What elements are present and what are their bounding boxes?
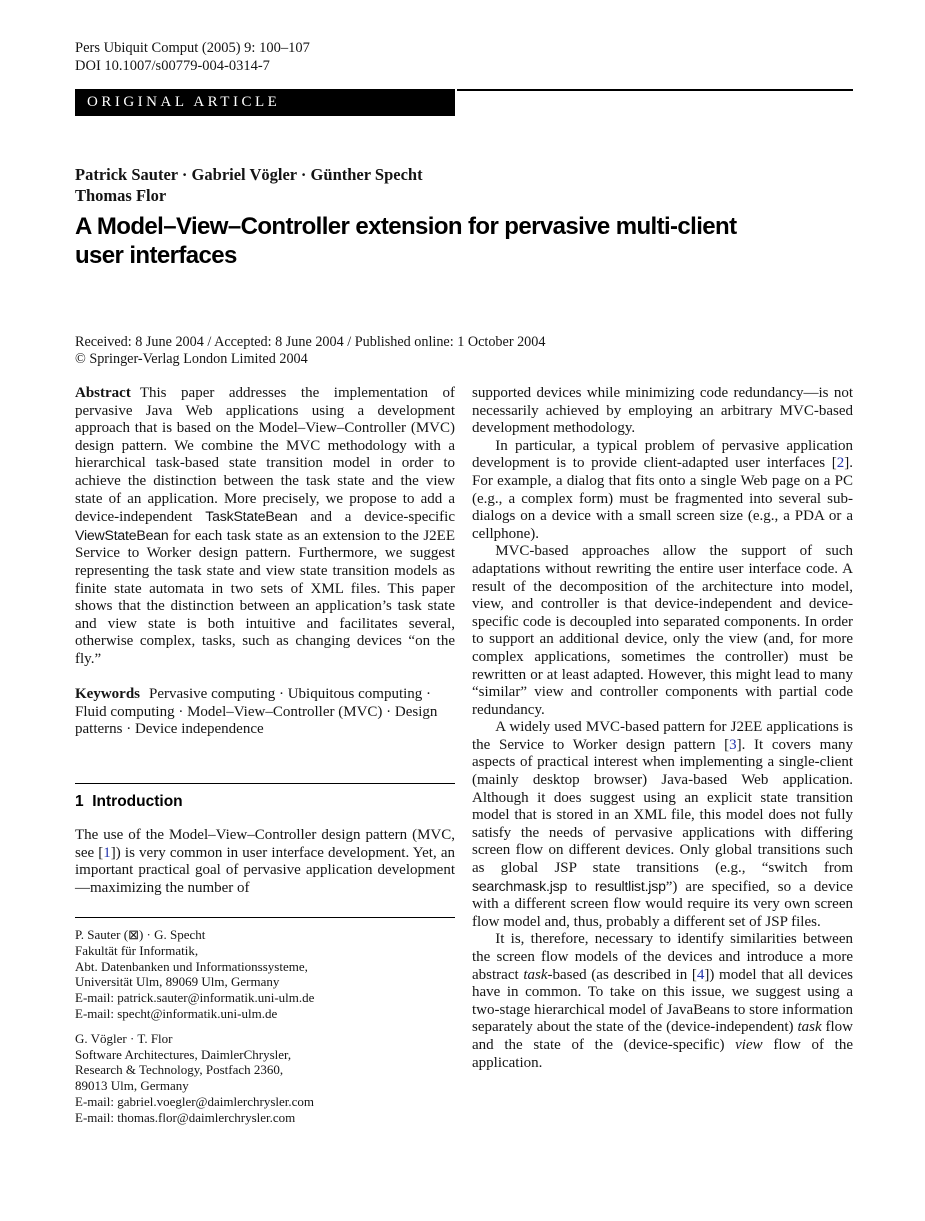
text-run: MVC-based approaches allow the support of such adaptations without rewriting the entire user interface code. A result of the decomposition of the architecture into model, view, and controller is that device-independent and device-specific code is decoupled into separated components. In order to support an additional device, only the view (and, for more complex applications, sometimes the controller) must be rewritten or at least adapted. However, this might lead to many “similar” view and controller components with partial code redundancy. xyxy=(472,543,853,718)
emphasis-text: task xyxy=(797,1019,822,1036)
body-paragraph-1 xyxy=(472,385,853,438)
text-run: Pervasive computing · Ubiquitous computing · Fluid computing · Model–View–Controller (MVC) · Design patterns · Device independence xyxy=(75,686,438,738)
text-run: ]. It covers many aspects of practical interest when implementing a single-client (mainly desktop browser) Java-based Web application. Although it does suggest using an explicit state transition model that is stored in an XML file, this model does not fully satisfy the needs of pervasive applications with differing screen flow on different devices. Only global transitions such as global JSP state transitions (e.g., “switch from xyxy=(472,736,853,877)
body-paragraph-3 xyxy=(472,543,853,719)
received-accepted-line: Received: 8 June 2004 / Accepted: 8 June 2004 / Published online: 1 October 2004 xyxy=(75,334,546,350)
journal-header xyxy=(75,40,310,75)
text-run: for each task state as an extension to the J2EE Service to Worker design pattern. Furthermore, we suggest representing the task state and view state transition models as finite state automata in two sets of XML files. This paper shows that the distinction between an application’s task state and view state is both intuitive and facilitates several, otherwise complex, tasks, such as changing devices “on the fly.” xyxy=(75,527,455,667)
text-run: flow of the application. xyxy=(472,1036,853,1071)
paragraph-label: Keywords xyxy=(75,686,140,702)
inline-code: TaskStateBean xyxy=(205,508,298,525)
footnote-block xyxy=(75,917,455,1126)
text-run: It is, therefore, necessary to identify similarities between the screen flow models of the devices and introduce a more abstract xyxy=(472,931,853,983)
text-run: and a device-specific xyxy=(297,509,455,526)
text-run: ]. For example, a dialog that fits onto a single Web page on a PC (e.g., a complex form) must be fragmented into several sub-dialogs on a device with a small screen size (e.g., a PDA or a cellphone). xyxy=(472,455,853,542)
emphasis-text: task xyxy=(523,966,548,983)
text-run: In particular, a typical problem of pervasive application development is to provide client-adapted user interfaces [ xyxy=(472,437,853,472)
text-run: -based (as described in [ xyxy=(547,966,697,983)
paragraph-label: Abstract xyxy=(75,385,131,401)
inline-code: searchmask.jsp xyxy=(472,877,568,894)
citation-link[interactable]: 3 xyxy=(729,736,737,753)
paper-title-line-2: user interfaces xyxy=(75,242,237,269)
text-run: supported devices while minimizing code redundancy—is not necessarily achieved by employing an arbitrary MVC-based development methodology. xyxy=(472,385,853,437)
paper-title-line-1: A Model–View–Controller extension for pervasive multi-client xyxy=(75,213,737,240)
citation-link[interactable]: 2 xyxy=(836,455,845,472)
authors-line-1: Patrick Sauter · Gabriel Vögler · Günther Specht xyxy=(75,165,423,184)
text-run: flow and the state of the (device-specific) xyxy=(472,1019,853,1053)
body-paragraph-2 xyxy=(472,438,853,544)
affiliation-2: G. Vögler · T. Flor Software Architectures, DaimlerChrysler, Research & Technology, Postfach 2360, 89013 Ulm, Germany E-mail: gabriel.voegler@daimlerchrysler.com E-mail: thomas.flor@daimlerchrysler.com xyxy=(75,1030,315,1125)
citation-link[interactable]: 4 xyxy=(696,966,705,983)
text-run: ”) are specified, so a device with a different screen flow would require its very own screen flow model and, thus, probably a different set of JSP files. xyxy=(472,878,853,930)
right-column xyxy=(472,385,853,1072)
affiliation-1: P. Sauter (⊠) · G. Specht Fakultät für Informatik, Abt. Datenbanken und Informationssysteme, Universität Ulm, 89069 Ulm, Germany E-mail: patrick.sauter@informatik.uni-ulm.de E-mail: specht@informatik.uni-ulm.de xyxy=(75,927,315,1021)
article-type-banner: ORIGINAL ARTICLE xyxy=(75,89,455,116)
text-run: This paper addresses the implementation of pervasive Java Web applications using a development approach that is based on the Model–View–Controller (MVC) design pattern. We combine the MVC methodology with a hierarchical task-based state transition model in order to achieve the distinction between the task state and the view state of an application. More precisely, we propose to add a device-independent xyxy=(75,385,455,526)
body-paragraph-5 xyxy=(472,931,853,1072)
inline-code: ViewStateBean xyxy=(75,526,169,543)
section-divider-rule xyxy=(75,783,455,784)
body-paragraph-4 xyxy=(472,719,853,931)
abstract-paragraph xyxy=(75,385,455,669)
inline-code: resultlist.jsp xyxy=(594,877,666,894)
text-run: The use of the Model–View–Controller design pattern (MVC, see [ xyxy=(75,827,455,861)
publication-history xyxy=(75,334,545,368)
journal-citation-line: Pers Ubiquit Comput (2005) 9: 100–107 xyxy=(75,40,310,56)
doi-line: DOI 10.1007/s00779-004-0314-7 xyxy=(75,57,270,74)
copyright-line: © Springer-Verlag London Limited 2004 xyxy=(75,351,308,367)
text-run: to xyxy=(567,878,595,895)
paper-title xyxy=(75,212,835,270)
header-rule xyxy=(457,89,853,91)
emphasis-text: view xyxy=(735,1036,763,1053)
keywords-paragraph xyxy=(75,686,455,739)
text-run: A widely used MVC-based pattern for J2EE applications is the Service to Worker design pattern [ xyxy=(472,719,853,753)
citation-link[interactable]: 1 xyxy=(103,844,111,861)
section-heading-introduction: 1 Introduction xyxy=(75,793,183,810)
text-run: ]) model that all devices have in common. To take on this issue, we suggest using a two-stage hierarchical model of JavaBeans to store information separately about the state of the (device-independent) xyxy=(472,966,853,1036)
author-list xyxy=(75,165,423,206)
authors-line-2: Thomas Flor xyxy=(75,185,167,205)
text-run: ]) is very common in user interface development. Yet, an important practical goal of pervasive application development—maximizing the number of xyxy=(75,844,455,896)
introduction-paragraph xyxy=(75,827,455,897)
